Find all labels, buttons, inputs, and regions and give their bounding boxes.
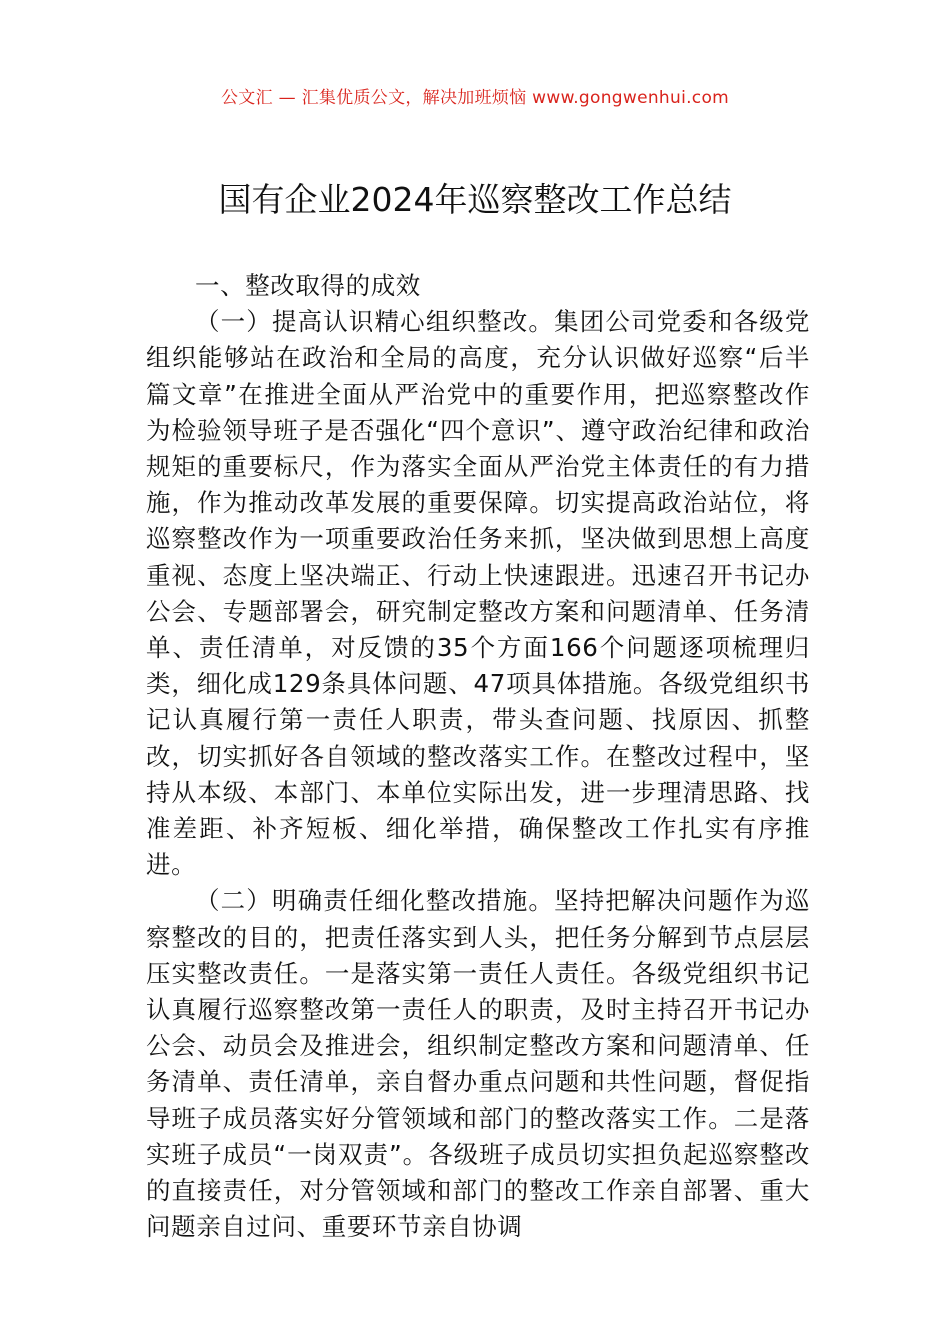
section-heading: 一、整改取得的成效 [195,271,421,300]
paragraph-2: （二）明确责任细化整改措施。坚持把解决问题作为巡察整改的目的，把责任落实到人头，把任务分解到节点层层压实整改责任。一是落实第一责任人责任。各级党组织书记认真履行巡察整改第一责任人的职责，及时主持召开书记办公会、动员会及推进会，组织制定整改方案和问题清单、任务清单、责任清单，亲自督办重点问题和共性问题，督促指导班子成员落实好分管领域和部门的整改落实工作。二是落实班子成员“一岗双责”。各级班子成员切实担负起巡察整改的直接责任，对分管领域和部门的整改工作亲自部署、重大问题亲自过问、重要环节亲自协调 [146,886,810,1242]
document-body [146,268,810,1245]
paragraph-1: （一）提高认识精心组织整改。集团公司党委和各级党组织能够站在政治和全局的高度，充分认识做好巡察“后半篇文章”在推进全面从严治党中的重要作用，把巡察整改作为检验领导班子是否强化“四个意识”、遵守政治纪律和政治规矩的重要标尺，作为落实全面从严治党主体责任的有力措施，作为推动改革发展的重要保障。切实提高政治站位，将巡察整改作为一项重要政治任务来抓，坚决做到思想上高度重视、态度上坚决端正、行动上快速跟进。迅速召开书记办公会、专题部署会，研究制定整改方案和问题清单、任务清单、责任清单，对反馈的35个方面166个问题逐项梳理归类，细化成129条具体问题、47项具体措施。各级党组织书记认真履行第一责任人职责，带头查问题、找原因、抓整改，切实抓好各自领域的整改落实工作。在整改过程中，坚持从本级、本部门、本单位实际出发，进一步理清思路、找准差距、补齐短板、细化举措，确保整改工作扎实有序推进。 [146,307,810,880]
document-title: 国有企业2024年巡察整改工作总结 [218,180,732,219]
header-banner: 公文汇 — 汇集优质公文，解决加班烦恼 www.gongwenhui.com [220,88,730,108]
